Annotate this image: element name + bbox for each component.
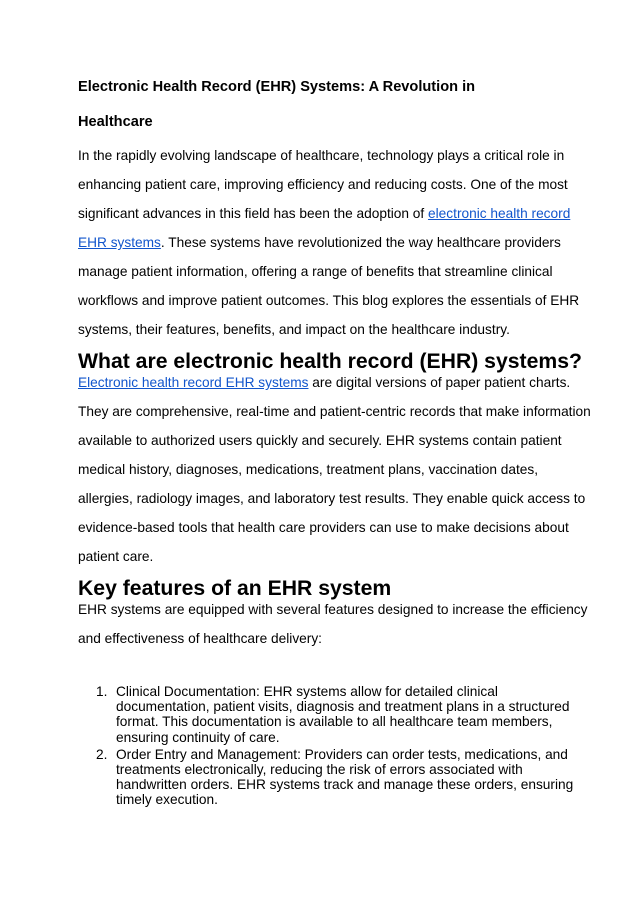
intro-line: workflows and improve patient outcomes. This blog explores the essentials of EHR [78,293,580,308]
ehr-definition-link[interactable]: Electronic health record EHR systems [78,375,309,390]
ehr-systems-link[interactable]: EHR systems [78,235,161,250]
section-heading-what-are-ehr: What are electronic health record (EHR) systems? [78,350,582,373]
ehr-link[interactable]: electronic health record [428,206,571,221]
intro-text: significant advances in this field has been the adoption of [78,206,429,221]
list-item-number: 2. [96,746,108,762]
section1-line: evidence-based tools that health care providers can use to make decisions about [78,520,569,535]
section1-line: They are comprehensive, real-time and patient-centric records that make information [78,404,591,419]
list-item [96,747,576,808]
intro-line [78,206,570,221]
intro-line: systems, their features, benefits, and impact on the healthcare industry. [78,322,510,337]
section1-line: patient care. [78,549,154,564]
section1-line: available to authorized users quickly and securely. EHR systems contain patient [78,433,562,448]
list-item-text: Order Entry and Management: Providers can order tests, medications, and treatments electronically, reducing the risk of errors associated with handwritten orders. EHR systems track and manage these orders, ensuring timely execution. [116,746,574,808]
features-list [96,684,576,810]
intro-line: manage patient information, offering a range of benefits that streamline clinical [78,264,553,279]
intro-line [78,235,561,250]
section2-line: and effectiveness of healthcare delivery: [78,631,322,646]
section1-line [78,375,570,390]
list-item-number: 1. [96,684,108,699]
list-item-text: Clinical Documentation: EHR systems allow for detailed clinical documentation, patient visits, diagnosis and treatment plans in a structured format. This documentation is available to all healthcare team members, ensuring continuity of care. [116,684,570,745]
section1-text: are digital versions of paper patient charts. [308,375,571,390]
document-title-line-2: Healthcare [78,114,153,130]
section2-line: EHR systems are equipped with several features designed to increase the efficiency [78,602,588,617]
section1-line: allergies, radiology images, and laboratory test results. They enable quick access to [78,491,586,506]
section1-line: medical history, diagnoses, medications, treatment plans, vaccination dates, [78,462,539,477]
list-item [96,684,576,745]
intro-line: enhancing patient care, improving efficiency and reducing costs. One of the most [78,177,568,192]
section-heading-key-features: Key features of an EHR system [78,577,392,600]
document-title-line-1: Electronic Health Record (EHR) Systems: A Revolution in [78,79,476,95]
intro-text: . These systems have revolutionized the way healthcare providers [160,235,561,250]
intro-line: In the rapidly evolving landscape of healthcare, technology plays a critical role in [78,148,565,163]
